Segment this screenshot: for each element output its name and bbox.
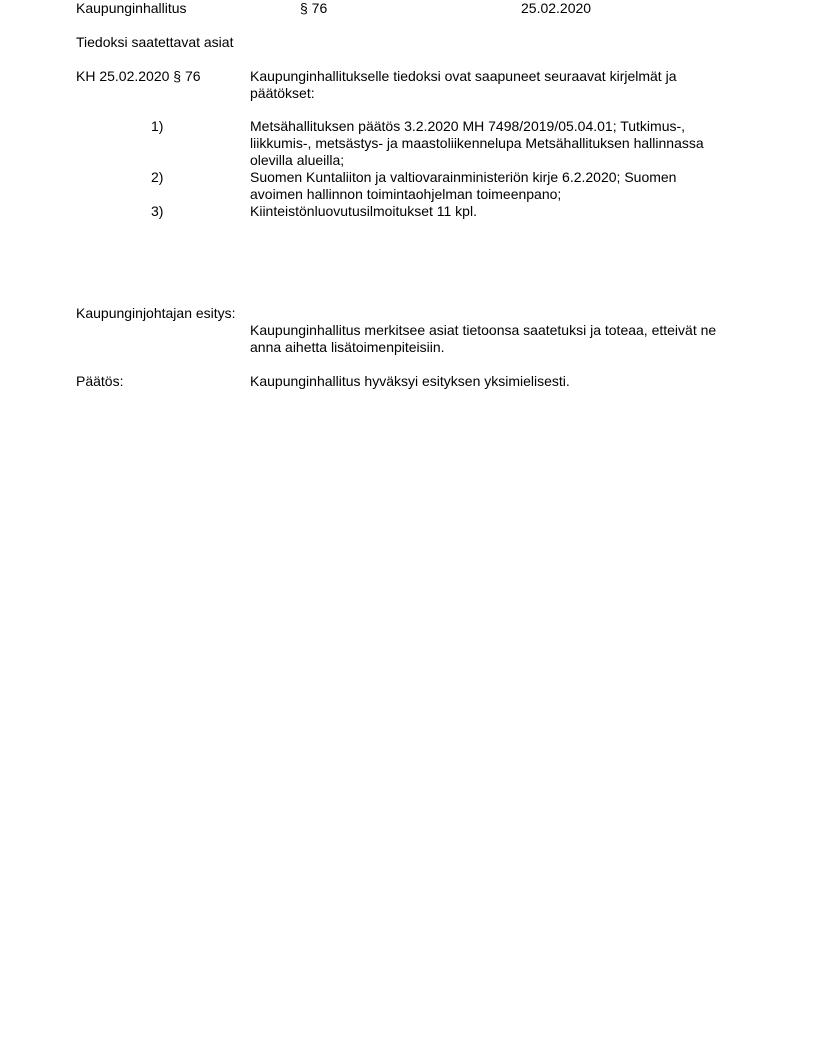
list-item-number: 1) [151,118,164,134]
header-section-number: § 76 [300,0,328,16]
decision-text: Kaupunginhallitus hyväksyi esityksen yksimielisesti. [250,373,570,389]
proposal-label: Kaupunginjohtajan esitys: [76,305,236,321]
header-body-name: Kaupunginhallitus [76,0,187,16]
reference-intro: Kaupunginhallitukselle tiedoksi ovat saapuneet seuraavat kirjelmät ja päätökset: [250,68,677,101]
decision-label: Päätös: [76,373,124,389]
list-item-text: Kiinteistönluovutusilmoitukset 11 kpl. [250,203,477,219]
document-title: Tiedoksi saatettavat asiat [76,34,234,50]
list-item-number: 2) [151,169,164,185]
list-item-text: Metsähallituksen päätös 3.2.2020 MH 7498/2019/05.04.01; Tutkimus-, liikkumis-, metsästys- ja maastoliikennelupa Metsähallituksen hallinnassa olevilla alueilla; [250,118,704,168]
header-date: 25.02.2020 [521,0,592,16]
proposal-text: Kaupunginhallitus merkitsee asiat tietoonsa saatetuksi ja toteaa, etteivät ne anna aihetta lisätoimenpiteisiin. [250,322,717,355]
reference-label: KH 25.02.2020 § 76 [76,68,201,84]
list-item-text: Suomen Kuntaliiton ja valtiovarainministeriön kirje 6.2.2020; Suomen avoimen hallinnon toimintaohjelman toimeenpano; [250,169,677,202]
list-item-number: 3) [151,203,164,219]
